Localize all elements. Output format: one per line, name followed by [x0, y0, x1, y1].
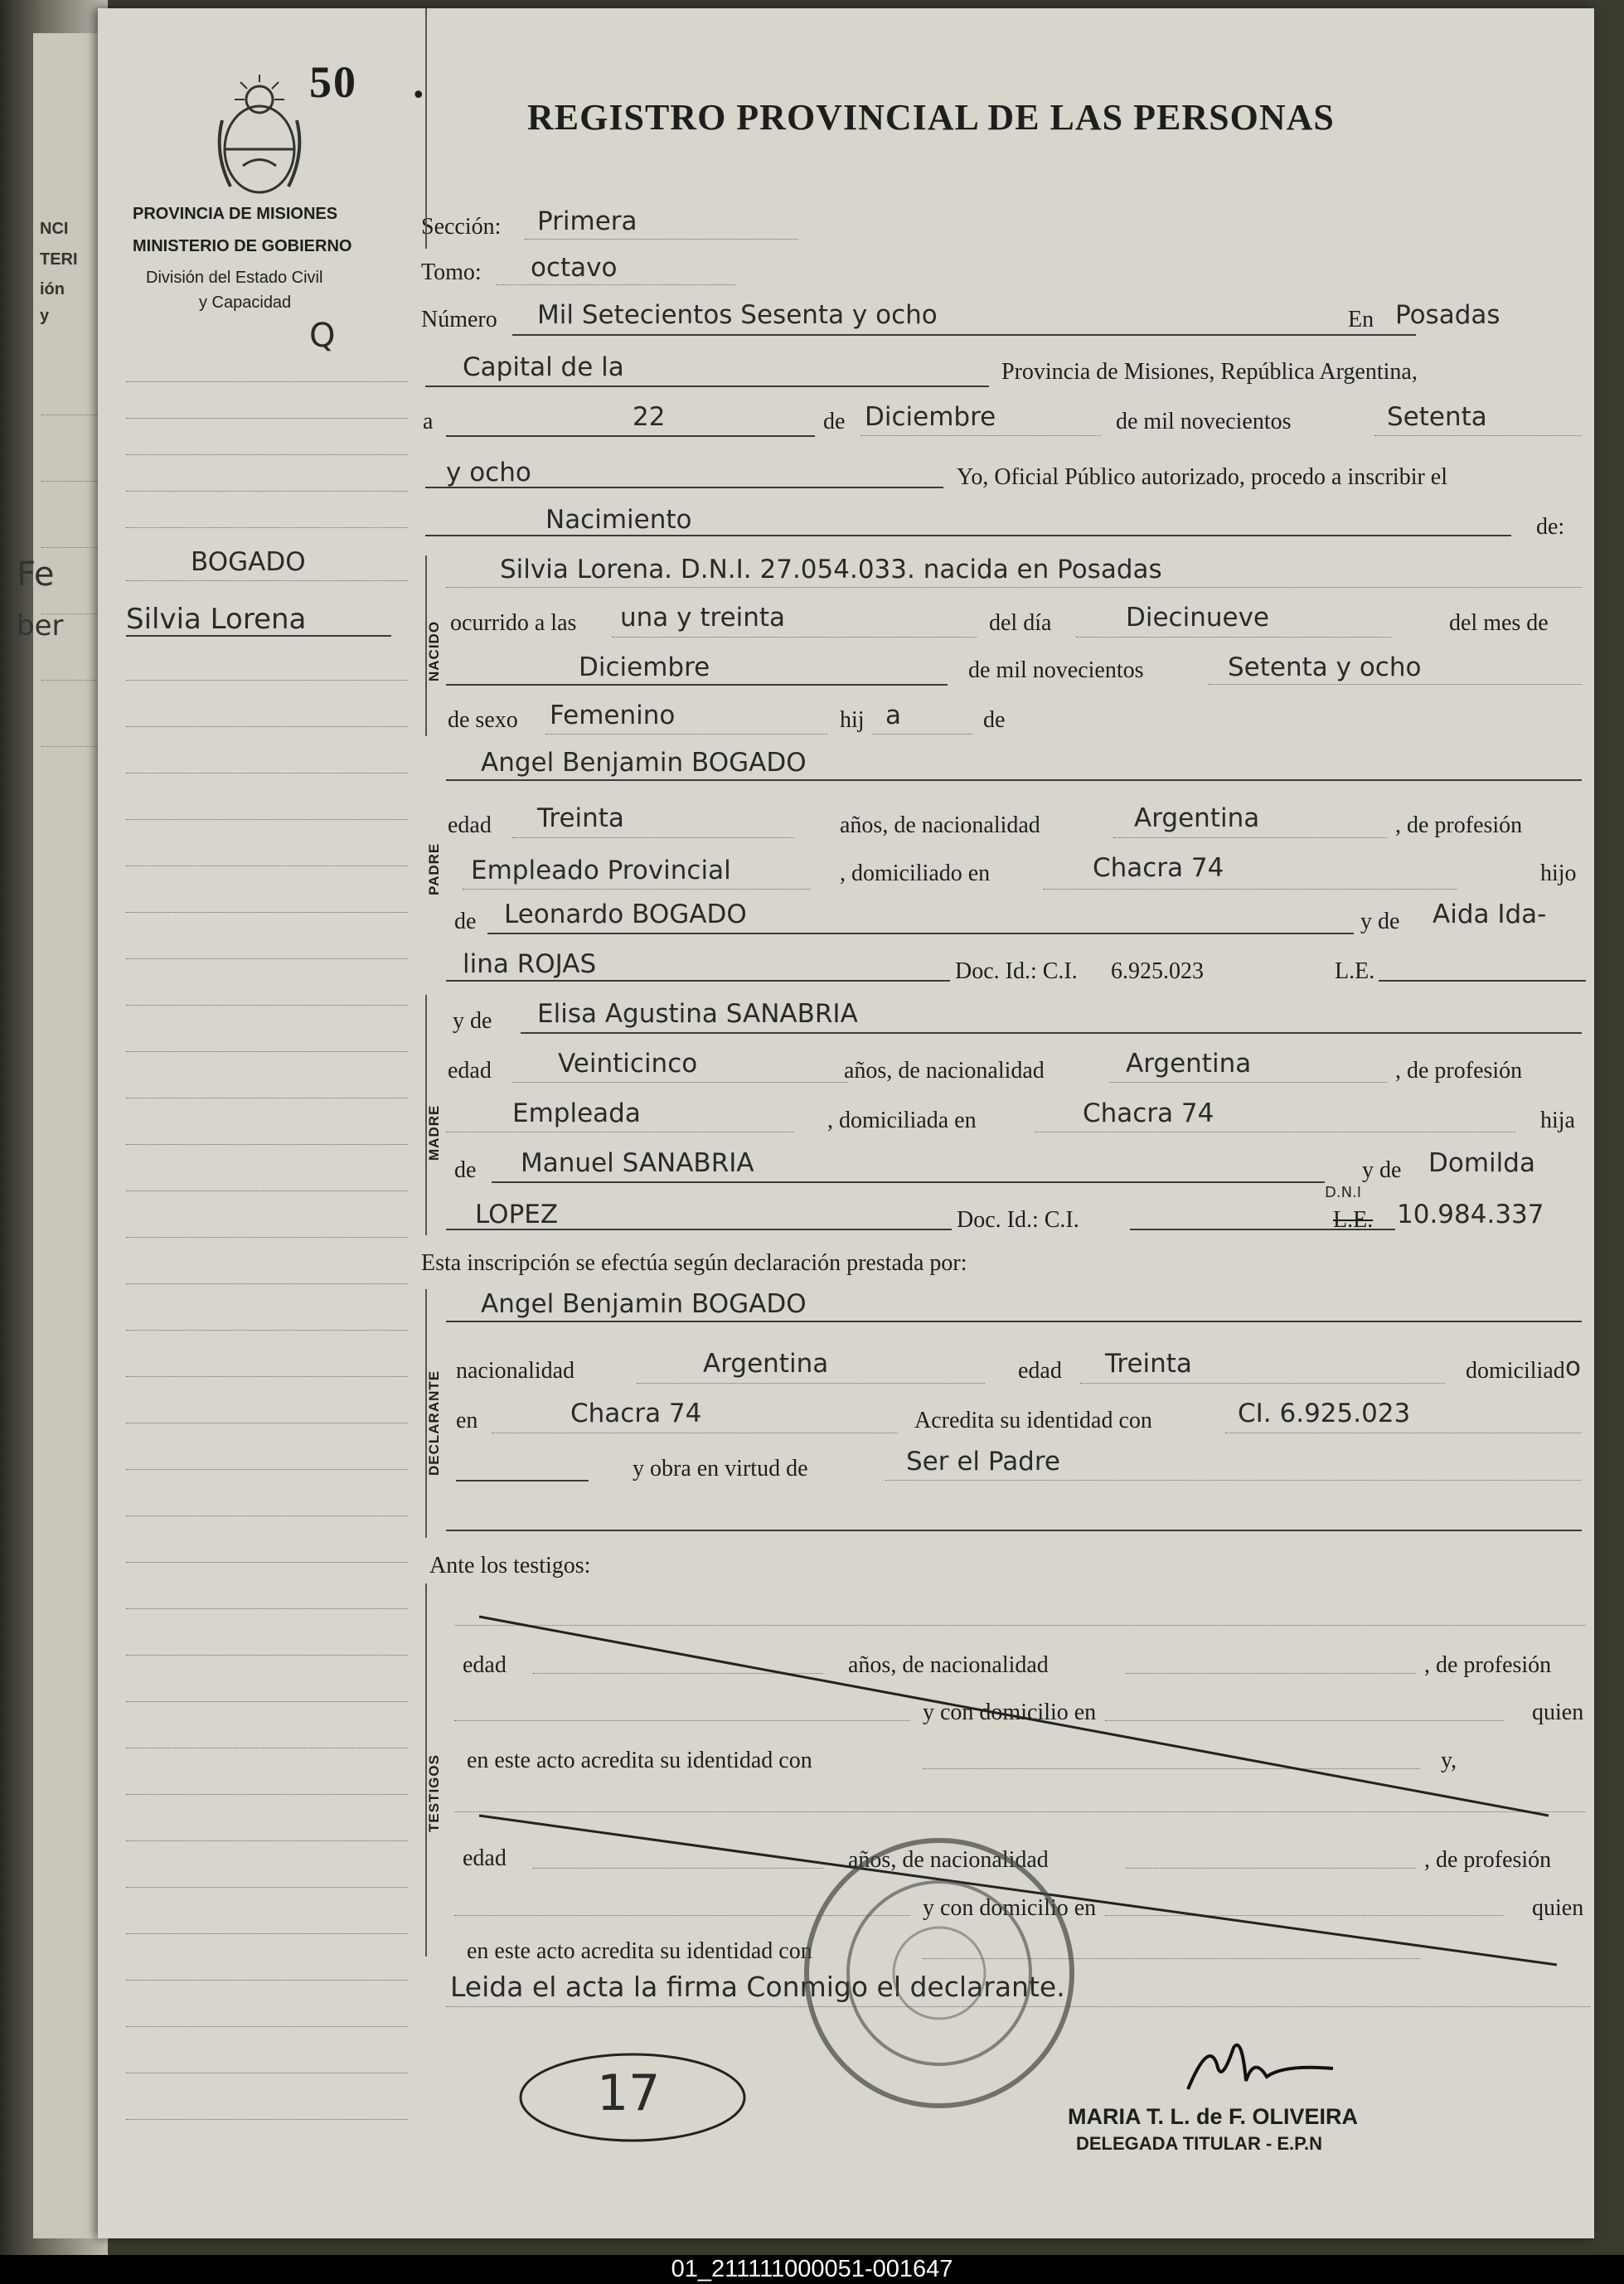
domicilio-label: , domiciliado en — [840, 861, 991, 886]
acredita-label: en este acto acredita su identidad con — [467, 1938, 812, 1964]
seccion-value: Primera — [537, 206, 637, 236]
quien-label: quien — [1532, 1700, 1584, 1725]
madre-madre-1: Domilda — [1428, 1148, 1535, 1178]
le-label: L.E. — [1333, 1207, 1374, 1233]
de-label: de — [454, 1157, 477, 1183]
y-de-label: y de — [453, 1008, 492, 1034]
page-number-dot: . — [413, 57, 424, 107]
declarante-documento: CI. 6.925.023 — [1238, 1399, 1411, 1428]
padre-profesion: Empleado Provincial — [471, 856, 731, 885]
official-name-stamp: MARIA T. L. de F. OLIVEIRA — [1068, 2104, 1359, 2129]
acto-value: Nacimiento — [545, 505, 692, 535]
margin-given-names: Silvia Lorena — [126, 603, 307, 636]
mes-value: Diciembre — [865, 402, 996, 432]
edad-label: edad — [463, 1845, 507, 1871]
madre-nacionalidad: Argentina — [1126, 1049, 1252, 1079]
sexo-label: de sexo — [448, 707, 518, 733]
official-title-stamp: DELEGADA TITULAR - E.P.N — [1076, 2133, 1323, 2154]
hijo-suffix: a — [885, 701, 901, 730]
folio-number: 17 — [597, 2064, 661, 2122]
margin-surname: BOGADO — [191, 547, 306, 577]
nacido-mes-value: Diciembre — [579, 652, 710, 682]
authority-line: MINISTERIO DE GOBIERNO — [133, 237, 352, 255]
domicilio-suffix: o — [1565, 1352, 1581, 1382]
authority-line: PROVINCIA DE MISIONES — [133, 205, 338, 223]
ocurrido-label: ocurrido a las — [450, 610, 577, 636]
domicilio-label: , domiciliada en — [827, 1108, 977, 1133]
hora-value: una y treinta — [620, 603, 786, 633]
tomo-label: Tomo: — [421, 259, 482, 285]
padre-madre-2: lina ROJAS — [463, 949, 597, 979]
madre-padre: Manuel SANABRIA — [521, 1148, 754, 1178]
declarante-section-label: DECLARANTE — [426, 1370, 442, 1476]
madre-edad: Veinticinco — [558, 1049, 698, 1079]
del-mes-label: del mes de — [1449, 610, 1549, 636]
hija-label: hija — [1540, 1108, 1575, 1133]
nacionalidad-label: años, de nacionalidad — [848, 1652, 1049, 1678]
nacionalidad-label: nacionalidad — [456, 1358, 575, 1384]
hijo-label: hij — [840, 707, 865, 733]
padre-nombre: Angel Benjamin BOGADO — [481, 748, 807, 778]
margin-mark: Q — [309, 317, 336, 355]
back-page-handwriting: ber — [17, 609, 64, 643]
official-seal-stamp — [794, 1828, 1084, 2118]
testigos-intro: Ante los testigos: — [429, 1553, 591, 1578]
authority-line: y Capacidad — [199, 293, 292, 312]
acredita-label: Acredita su identidad con — [914, 1408, 1152, 1433]
y-de-label: y de — [1360, 909, 1400, 934]
sexo-value: Femenino — [550, 701, 676, 730]
madre-madre-2: LOPEZ — [475, 1200, 559, 1229]
declarante-intro: Esta inscripción se efectúa según declaración prestada por: — [421, 1250, 967, 1276]
edad-label: edad — [1018, 1358, 1062, 1384]
profesion-label: , de profesión — [1424, 1847, 1552, 1873]
nacido-section-label: NACIDO — [426, 620, 442, 681]
register-page — [98, 8, 1594, 2238]
declarante-virtud: Ser el Padre — [906, 1447, 1060, 1477]
madre-doc: 10.984.337 — [1397, 1200, 1544, 1229]
hijo-label: hijo — [1540, 861, 1577, 886]
closing-text: Leida el acta la firma Conmigo el declarante. — [450, 1971, 1065, 2003]
y-label: y, — [1441, 1748, 1457, 1773]
back-page-text: NCI — [40, 220, 69, 238]
edad-label: edad — [448, 812, 492, 838]
dia-value: 22 — [633, 402, 666, 432]
declarante-nombre: Angel Benjamin BOGADO — [481, 1289, 807, 1319]
de-label: de — [983, 707, 1006, 733]
padre-madre-1: Aida Ida- — [1433, 900, 1547, 929]
y-de-label: y de — [1362, 1157, 1402, 1183]
nacionalidad-label: años, de nacionalidad — [840, 812, 1040, 838]
del-dia-label: del día — [989, 610, 1052, 636]
lugar-continuation: Capital de la — [463, 352, 624, 382]
anio-value-1: Setenta — [1387, 402, 1487, 432]
edad-label: edad — [463, 1652, 507, 1678]
domicilio-label: domiciliad — [1466, 1358, 1565, 1384]
en-label: En — [1348, 307, 1374, 332]
back-page-handwriting: Fe — [17, 555, 55, 594]
profesion-label: , de profesión — [1395, 1058, 1523, 1084]
official-signature — [1176, 2031, 1341, 2102]
nacido-nombre: Silvia Lorena. D.N.I. 27.054.033. nacida en Posadas — [500, 555, 1162, 584]
authority-line: División del Estado Civil — [146, 269, 323, 287]
de-label: de — [823, 409, 846, 434]
madre-domicilio: Chacra 74 — [1083, 1098, 1214, 1128]
en-label: en — [456, 1408, 478, 1433]
declarante-nacionalidad: Argentina — [703, 1349, 829, 1379]
obra-label: y obra en virtud de — [633, 1456, 808, 1481]
doc-label: Doc. Id.: C.I. — [952, 1209, 1079, 1232]
dni-note: D.N.I — [1325, 1184, 1362, 1201]
padre-nacionalidad: Argentina — [1134, 803, 1260, 833]
page-number: 50 — [309, 57, 357, 107]
nacido-dia-value: Diecinueve — [1126, 603, 1269, 633]
padre-doc: 6.925.023 — [1111, 958, 1204, 984]
nacionalidad-label: años, de nacionalidad — [844, 1058, 1045, 1084]
edad-label: edad — [448, 1058, 492, 1084]
mil-label: de mil novecientos — [968, 657, 1144, 683]
domicilio-label: y con domicilio en — [923, 1700, 1097, 1725]
testigos-section-label: TESTIGOS — [426, 1754, 442, 1832]
doc-label: Doc. Id.: C.I. — [950, 960, 1078, 983]
quien-label: quien — [1532, 1895, 1584, 1921]
madre-section-label: MADRE — [426, 1104, 442, 1161]
profesion-label: , de profesión — [1395, 812, 1523, 838]
image-code: 01_211111000051-001647 — [0, 2255, 1624, 2284]
seccion-label: Sección: — [421, 214, 502, 240]
acredita-label: en este acto acredita su identidad con — [467, 1748, 812, 1773]
anio-label: de mil novecientos — [1116, 409, 1292, 434]
domicilio-label: y con domicilio en — [923, 1895, 1097, 1921]
provincia-text: Provincia de Misiones, República Argentina, — [1001, 359, 1418, 385]
declarante-edad: Treinta — [1105, 1349, 1192, 1379]
padre-padre: Leonardo BOGADO — [504, 900, 747, 929]
nacido-anio-value: Setenta y ocho — [1228, 652, 1422, 682]
padre-edad: Treinta — [537, 803, 624, 833]
lugar-value: Posadas — [1395, 300, 1500, 330]
back-page-text: y — [40, 307, 50, 325]
back-page-text: ión — [40, 280, 65, 298]
tomo-value: octavo — [531, 253, 618, 283]
oficial-text: Yo, Oficial Público autorizado, procedo a inscribir el — [957, 464, 1448, 490]
de-label: de — [454, 909, 477, 934]
numero-label: Número — [421, 307, 497, 332]
back-page-text: TERI — [40, 250, 78, 269]
profesion-label: , de profesión — [1424, 1652, 1552, 1678]
le-label: L.E. — [1335, 958, 1375, 984]
madre-profesion: Empleada — [512, 1098, 641, 1128]
madre-nombre: Elisa Agustina SANABRIA — [537, 999, 858, 1029]
declarante-domicilio: Chacra 74 — [570, 1399, 702, 1428]
nacionalidad-label: años, de nacionalidad — [848, 1847, 1049, 1873]
anio-value-2: y ocho — [446, 458, 531, 487]
numero-value: Mil Setecientos Sesenta y ocho — [537, 300, 938, 330]
de-colon-label: de: — [1536, 514, 1565, 540]
padre-section-label: PADRE — [426, 842, 442, 895]
padre-domicilio: Chacra 74 — [1093, 853, 1224, 883]
a-label: a — [423, 409, 434, 434]
page-title: REGISTRO PROVINCIAL DE LAS PERSONAS — [527, 97, 1335, 138]
